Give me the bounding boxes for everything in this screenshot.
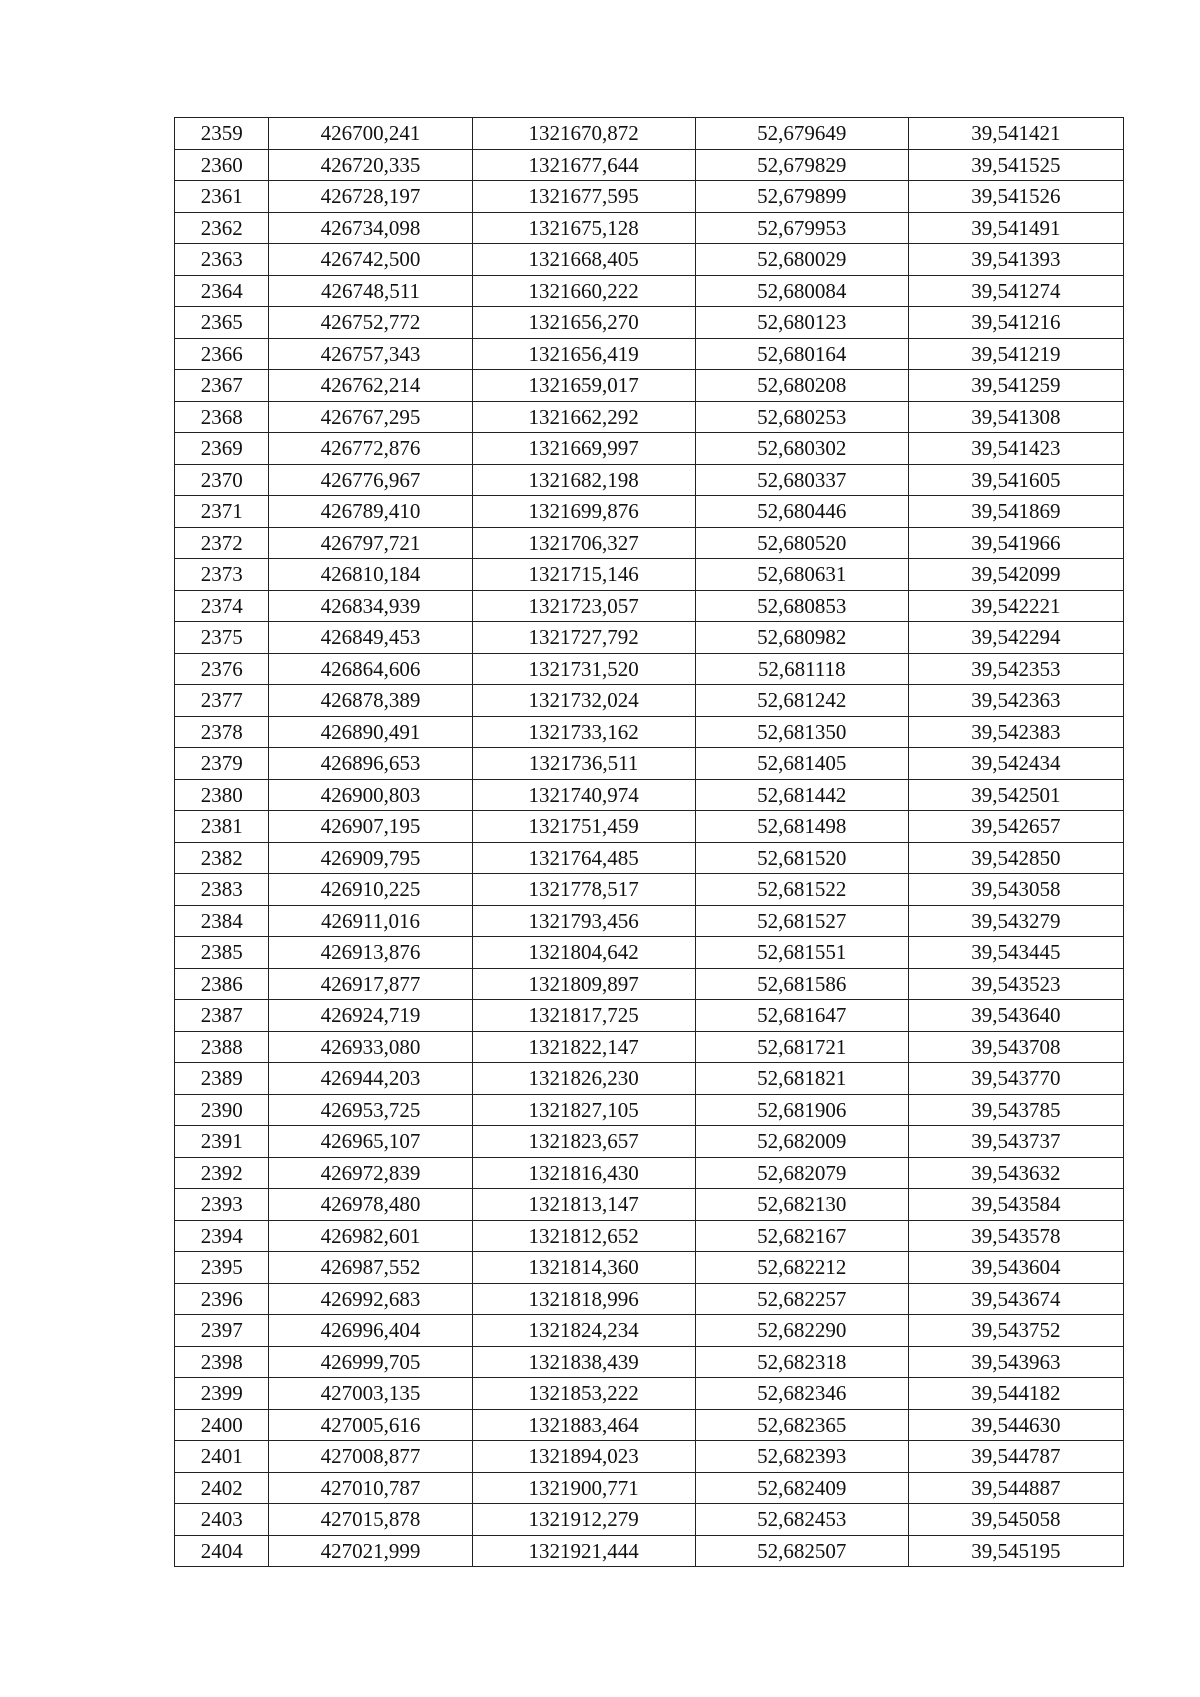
x-coordinate-cell: 427010,787 [269,1472,472,1504]
point-number-cell: 2370 [175,464,269,496]
latitude-cell: 52,680029 [695,244,908,276]
table-row [175,1063,1124,1095]
point-number-cell: 2392 [175,1157,269,1189]
longitude-cell: 39,543578 [908,1220,1123,1252]
point-number-cell: 2398 [175,1346,269,1378]
longitude-cell: 39,543058 [908,874,1123,906]
table-row [175,937,1124,969]
latitude-cell: 52,682346 [695,1378,908,1410]
y-coordinate-cell: 1321813,147 [472,1189,695,1221]
longitude-cell: 39,541308 [908,401,1123,433]
y-coordinate-cell: 1321751,459 [472,811,695,843]
latitude-cell: 52,679899 [695,181,908,213]
latitude-cell: 52,680446 [695,496,908,528]
y-coordinate-cell: 1321699,876 [472,496,695,528]
latitude-cell: 52,681721 [695,1031,908,1063]
longitude-cell: 39,544887 [908,1472,1123,1504]
x-coordinate-cell: 427015,878 [269,1504,472,1536]
x-coordinate-cell: 426890,491 [269,716,472,748]
table-row [175,1409,1124,1441]
latitude-cell: 52,681906 [695,1094,908,1126]
point-number-cell: 2367 [175,370,269,402]
longitude-cell: 39,543279 [908,905,1123,937]
y-coordinate-cell: 1321731,520 [472,653,695,685]
x-coordinate-cell: 426728,197 [269,181,472,213]
longitude-cell: 39,541491 [908,212,1123,244]
longitude-cell: 39,543604 [908,1252,1123,1284]
x-coordinate-cell: 427021,999 [269,1535,472,1567]
y-coordinate-cell: 1321740,974 [472,779,695,811]
table-row [175,496,1124,528]
x-coordinate-cell: 426987,552 [269,1252,472,1284]
x-coordinate-cell: 426996,404 [269,1315,472,1347]
table-row [175,244,1124,276]
table-row [175,685,1124,717]
longitude-cell: 39,543963 [908,1346,1123,1378]
point-number-cell: 2403 [175,1504,269,1536]
latitude-cell: 52,682453 [695,1504,908,1536]
longitude-cell: 39,541966 [908,527,1123,559]
latitude-cell: 52,680208 [695,370,908,402]
table-row [175,1031,1124,1063]
table-row [175,1504,1124,1536]
y-coordinate-cell: 1321670,872 [472,118,695,150]
latitude-cell: 52,682409 [695,1472,908,1504]
latitude-cell: 52,681118 [695,653,908,685]
y-coordinate-cell: 1321818,996 [472,1283,695,1315]
latitude-cell: 52,682257 [695,1283,908,1315]
table-row [175,1378,1124,1410]
x-coordinate-cell: 426864,606 [269,653,472,685]
point-number-cell: 2397 [175,1315,269,1347]
y-coordinate-cell: 1321883,464 [472,1409,695,1441]
point-number-cell: 2385 [175,937,269,969]
table-row [175,1000,1124,1032]
table-row [175,622,1124,654]
longitude-cell: 39,541869 [908,496,1123,528]
y-coordinate-cell: 1321816,430 [472,1157,695,1189]
y-coordinate-cell: 1321921,444 [472,1535,695,1567]
x-coordinate-cell: 426917,877 [269,968,472,1000]
point-number-cell: 2384 [175,905,269,937]
y-coordinate-cell: 1321900,771 [472,1472,695,1504]
longitude-cell: 39,541526 [908,181,1123,213]
table-row [175,118,1124,150]
point-number-cell: 2375 [175,622,269,654]
longitude-cell: 39,542363 [908,685,1123,717]
point-number-cell: 2366 [175,338,269,370]
x-coordinate-cell: 427008,877 [269,1441,472,1473]
x-coordinate-cell: 426900,803 [269,779,472,811]
point-number-cell: 2364 [175,275,269,307]
table-row [175,1094,1124,1126]
x-coordinate-cell: 426992,683 [269,1283,472,1315]
table-row [175,1283,1124,1315]
latitude-cell: 52,680631 [695,559,908,591]
point-number-cell: 2382 [175,842,269,874]
latitude-cell: 52,681498 [695,811,908,843]
y-coordinate-cell: 1321733,162 [472,716,695,748]
table-row [175,1220,1124,1252]
x-coordinate-cell: 426911,016 [269,905,472,937]
latitude-cell: 52,681242 [695,685,908,717]
x-coordinate-cell: 426907,195 [269,811,472,843]
y-coordinate-cell: 1321715,146 [472,559,695,591]
latitude-cell: 52,682130 [695,1189,908,1221]
x-coordinate-cell: 427003,135 [269,1378,472,1410]
longitude-cell: 39,541393 [908,244,1123,276]
longitude-cell: 39,541259 [908,370,1123,402]
latitude-cell: 52,681405 [695,748,908,780]
longitude-cell: 39,545195 [908,1535,1123,1567]
coordinates-table-body [175,118,1124,1567]
point-number-cell: 2390 [175,1094,269,1126]
point-number-cell: 2363 [175,244,269,276]
point-number-cell: 2377 [175,685,269,717]
y-coordinate-cell: 1321732,024 [472,685,695,717]
longitude-cell: 39,542434 [908,748,1123,780]
point-number-cell: 2369 [175,433,269,465]
point-number-cell: 2401 [175,1441,269,1473]
point-number-cell: 2399 [175,1378,269,1410]
latitude-cell: 52,681647 [695,1000,908,1032]
table-row [175,653,1124,685]
table-row [175,590,1124,622]
y-coordinate-cell: 1321894,023 [472,1441,695,1473]
y-coordinate-cell: 1321826,230 [472,1063,695,1095]
y-coordinate-cell: 1321656,270 [472,307,695,339]
y-coordinate-cell: 1321827,105 [472,1094,695,1126]
x-coordinate-cell: 426944,203 [269,1063,472,1095]
y-coordinate-cell: 1321793,456 [472,905,695,937]
y-coordinate-cell: 1321778,517 [472,874,695,906]
latitude-cell: 52,680123 [695,307,908,339]
x-coordinate-cell: 426776,967 [269,464,472,496]
latitude-cell: 52,681350 [695,716,908,748]
table-row [175,181,1124,213]
longitude-cell: 39,543445 [908,937,1123,969]
x-coordinate-cell: 426999,705 [269,1346,472,1378]
latitude-cell: 52,680337 [695,464,908,496]
x-coordinate-cell: 427005,616 [269,1409,472,1441]
longitude-cell: 39,543523 [908,968,1123,1000]
x-coordinate-cell: 426849,453 [269,622,472,654]
latitude-cell: 52,681442 [695,779,908,811]
table-row [175,464,1124,496]
point-number-cell: 2389 [175,1063,269,1095]
table-row [175,401,1124,433]
x-coordinate-cell: 426720,335 [269,149,472,181]
x-coordinate-cell: 426742,500 [269,244,472,276]
latitude-cell: 52,680253 [695,401,908,433]
y-coordinate-cell: 1321912,279 [472,1504,695,1536]
x-coordinate-cell: 426752,772 [269,307,472,339]
point-number-cell: 2379 [175,748,269,780]
table-row [175,716,1124,748]
table-row [175,1189,1124,1221]
point-number-cell: 2368 [175,401,269,433]
y-coordinate-cell: 1321812,652 [472,1220,695,1252]
longitude-cell: 39,544182 [908,1378,1123,1410]
point-number-cell: 2362 [175,212,269,244]
latitude-cell: 52,682290 [695,1315,908,1347]
table-row [175,874,1124,906]
x-coordinate-cell: 426982,601 [269,1220,472,1252]
table-row [175,1157,1124,1189]
point-number-cell: 2396 [175,1283,269,1315]
x-coordinate-cell: 426909,795 [269,842,472,874]
x-coordinate-cell: 426978,480 [269,1189,472,1221]
point-number-cell: 2376 [175,653,269,685]
y-coordinate-cell: 1321814,360 [472,1252,695,1284]
point-number-cell: 2387 [175,1000,269,1032]
latitude-cell: 52,682365 [695,1409,908,1441]
table-row [175,433,1124,465]
latitude-cell: 52,680853 [695,590,908,622]
point-number-cell: 2361 [175,181,269,213]
x-coordinate-cell: 426700,241 [269,118,472,150]
longitude-cell: 39,543674 [908,1283,1123,1315]
longitude-cell: 39,541421 [908,118,1123,150]
x-coordinate-cell: 426772,876 [269,433,472,465]
y-coordinate-cell: 1321809,897 [472,968,695,1000]
point-number-cell: 2380 [175,779,269,811]
table-row [175,1252,1124,1284]
longitude-cell: 39,541216 [908,307,1123,339]
point-number-cell: 2359 [175,118,269,150]
y-coordinate-cell: 1321817,725 [472,1000,695,1032]
latitude-cell: 52,680982 [695,622,908,654]
point-number-cell: 2381 [175,811,269,843]
latitude-cell: 52,682318 [695,1346,908,1378]
x-coordinate-cell: 426965,107 [269,1126,472,1158]
longitude-cell: 39,544787 [908,1441,1123,1473]
y-coordinate-cell: 1321682,198 [472,464,695,496]
x-coordinate-cell: 426789,410 [269,496,472,528]
longitude-cell: 39,542501 [908,779,1123,811]
table-row [175,779,1124,811]
x-coordinate-cell: 426896,653 [269,748,472,780]
latitude-cell: 52,680084 [695,275,908,307]
longitude-cell: 39,542294 [908,622,1123,654]
table-row [175,811,1124,843]
x-coordinate-cell: 426748,511 [269,275,472,307]
x-coordinate-cell: 426757,343 [269,338,472,370]
y-coordinate-cell: 1321727,792 [472,622,695,654]
table-row [175,275,1124,307]
latitude-cell: 52,682167 [695,1220,908,1252]
point-number-cell: 2365 [175,307,269,339]
latitude-cell: 52,681520 [695,842,908,874]
point-number-cell: 2378 [175,716,269,748]
x-coordinate-cell: 426762,214 [269,370,472,402]
x-coordinate-cell: 426953,725 [269,1094,472,1126]
table-row [175,1535,1124,1567]
y-coordinate-cell: 1321822,147 [472,1031,695,1063]
y-coordinate-cell: 1321764,485 [472,842,695,874]
y-coordinate-cell: 1321824,234 [472,1315,695,1347]
latitude-cell: 52,682009 [695,1126,908,1158]
latitude-cell: 52,681527 [695,905,908,937]
table-row [175,905,1124,937]
x-coordinate-cell: 426797,721 [269,527,472,559]
latitude-cell: 52,680520 [695,527,908,559]
point-number-cell: 2394 [175,1220,269,1252]
x-coordinate-cell: 426834,939 [269,590,472,622]
x-coordinate-cell: 426924,719 [269,1000,472,1032]
longitude-cell: 39,541605 [908,464,1123,496]
point-number-cell: 2391 [175,1126,269,1158]
longitude-cell: 39,543785 [908,1094,1123,1126]
longitude-cell: 39,544630 [908,1409,1123,1441]
longitude-cell: 39,543752 [908,1315,1123,1347]
point-number-cell: 2374 [175,590,269,622]
longitude-cell: 39,541423 [908,433,1123,465]
y-coordinate-cell: 1321659,017 [472,370,695,402]
table-row [175,1126,1124,1158]
point-number-cell: 2393 [175,1189,269,1221]
y-coordinate-cell: 1321660,222 [472,275,695,307]
longitude-cell: 39,541525 [908,149,1123,181]
coordinates-table [174,117,1124,1567]
y-coordinate-cell: 1321723,057 [472,590,695,622]
table-row [175,212,1124,244]
point-number-cell: 2360 [175,149,269,181]
y-coordinate-cell: 1321675,128 [472,212,695,244]
y-coordinate-cell: 1321669,997 [472,433,695,465]
y-coordinate-cell: 1321838,439 [472,1346,695,1378]
latitude-cell: 52,682079 [695,1157,908,1189]
latitude-cell: 52,682507 [695,1535,908,1567]
longitude-cell: 39,542221 [908,590,1123,622]
table-row [175,1346,1124,1378]
table-row [175,527,1124,559]
point-number-cell: 2386 [175,968,269,1000]
latitude-cell: 52,681586 [695,968,908,1000]
x-coordinate-cell: 426810,184 [269,559,472,591]
longitude-cell: 39,541219 [908,338,1123,370]
longitude-cell: 39,543640 [908,1000,1123,1032]
latitude-cell: 52,680302 [695,433,908,465]
latitude-cell: 52,681551 [695,937,908,969]
point-number-cell: 2372 [175,527,269,559]
y-coordinate-cell: 1321823,657 [472,1126,695,1158]
longitude-cell: 39,541274 [908,275,1123,307]
table-row [175,1472,1124,1504]
longitude-cell: 39,543632 [908,1157,1123,1189]
table-row [175,1315,1124,1347]
latitude-cell: 52,679953 [695,212,908,244]
longitude-cell: 39,543737 [908,1126,1123,1158]
table-row [175,559,1124,591]
table-row [175,748,1124,780]
x-coordinate-cell: 426734,098 [269,212,472,244]
latitude-cell: 52,681821 [695,1063,908,1095]
longitude-cell: 39,542099 [908,559,1123,591]
latitude-cell: 52,682393 [695,1441,908,1473]
table-row [175,842,1124,874]
x-coordinate-cell: 426878,389 [269,685,472,717]
x-coordinate-cell: 426910,225 [269,874,472,906]
point-number-cell: 2404 [175,1535,269,1567]
y-coordinate-cell: 1321668,405 [472,244,695,276]
point-number-cell: 2373 [175,559,269,591]
table-row [175,1441,1124,1473]
point-number-cell: 2400 [175,1409,269,1441]
point-number-cell: 2371 [175,496,269,528]
point-number-cell: 2402 [175,1472,269,1504]
table-row [175,307,1124,339]
longitude-cell: 39,542850 [908,842,1123,874]
longitude-cell: 39,542353 [908,653,1123,685]
y-coordinate-cell: 1321804,642 [472,937,695,969]
latitude-cell: 52,679829 [695,149,908,181]
table-row [175,968,1124,1000]
point-number-cell: 2395 [175,1252,269,1284]
y-coordinate-cell: 1321677,595 [472,181,695,213]
longitude-cell: 39,542383 [908,716,1123,748]
latitude-cell: 52,682212 [695,1252,908,1284]
longitude-cell: 39,543770 [908,1063,1123,1095]
x-coordinate-cell: 426767,295 [269,401,472,433]
longitude-cell: 39,543708 [908,1031,1123,1063]
table-row [175,370,1124,402]
point-number-cell: 2383 [175,874,269,906]
y-coordinate-cell: 1321677,644 [472,149,695,181]
y-coordinate-cell: 1321736,511 [472,748,695,780]
latitude-cell: 52,680164 [695,338,908,370]
x-coordinate-cell: 426913,876 [269,937,472,969]
latitude-cell: 52,679649 [695,118,908,150]
y-coordinate-cell: 1321656,419 [472,338,695,370]
table-row [175,338,1124,370]
latitude-cell: 52,681522 [695,874,908,906]
x-coordinate-cell: 426972,839 [269,1157,472,1189]
longitude-cell: 39,545058 [908,1504,1123,1536]
x-coordinate-cell: 426933,080 [269,1031,472,1063]
longitude-cell: 39,543584 [908,1189,1123,1221]
y-coordinate-cell: 1321706,327 [472,527,695,559]
y-coordinate-cell: 1321853,222 [472,1378,695,1410]
y-coordinate-cell: 1321662,292 [472,401,695,433]
point-number-cell: 2388 [175,1031,269,1063]
longitude-cell: 39,542657 [908,811,1123,843]
table-row [175,149,1124,181]
